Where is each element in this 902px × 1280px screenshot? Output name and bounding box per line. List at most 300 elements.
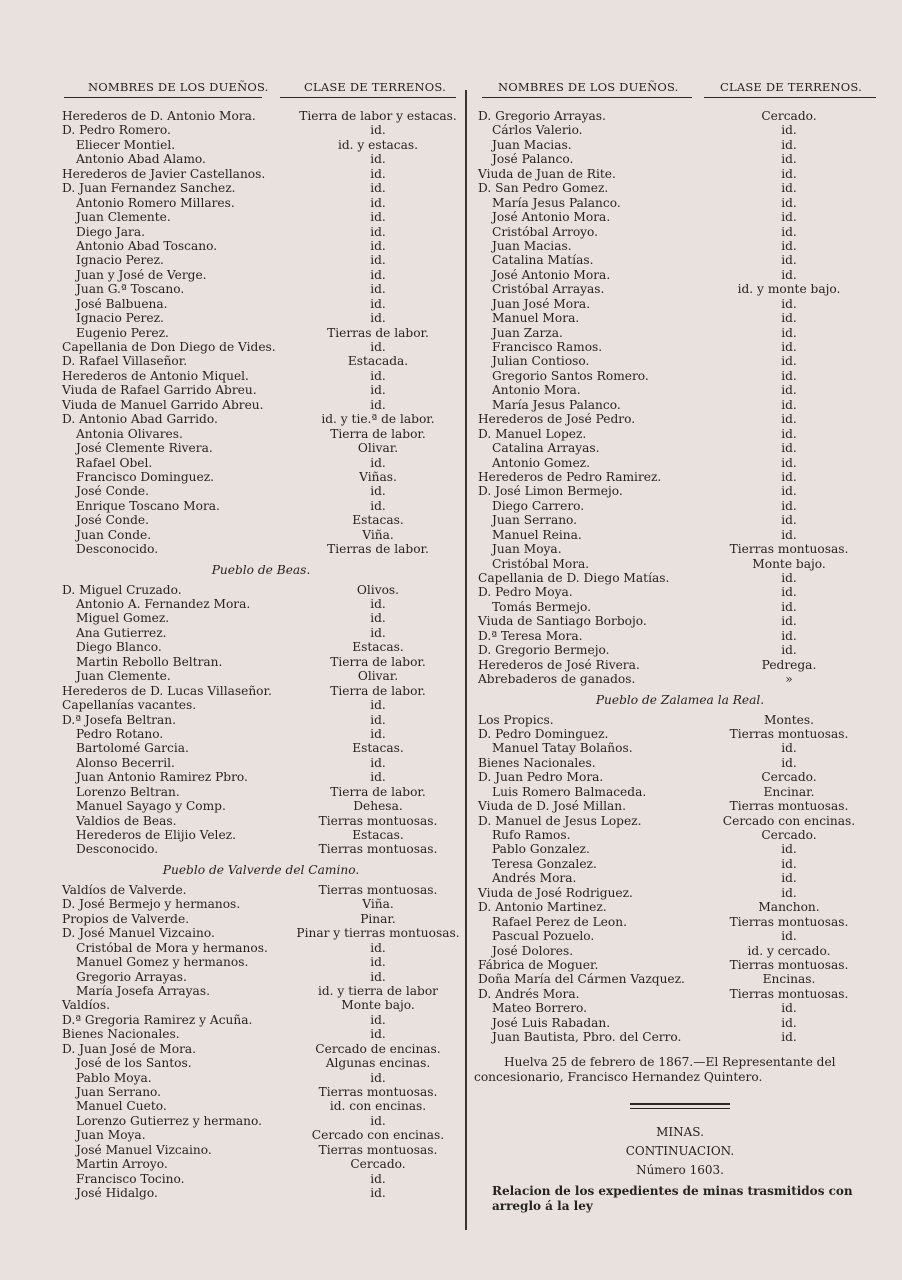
table-row bbox=[474, 542, 886, 556]
table-row bbox=[474, 210, 886, 224]
table-row bbox=[58, 196, 464, 210]
land-class: Estacas. bbox=[352, 513, 404, 528]
table-row bbox=[474, 441, 886, 455]
land-class: id. bbox=[781, 614, 797, 629]
owner-name: José Palanco. bbox=[492, 152, 574, 167]
table-row bbox=[474, 672, 886, 686]
land-class: id. bbox=[370, 484, 386, 499]
land-class: Estacada. bbox=[347, 354, 409, 369]
owner-name: D. Andrés Mora. bbox=[478, 986, 580, 1001]
owner-name: Juan José Mora. bbox=[492, 296, 591, 311]
table-row bbox=[58, 427, 464, 441]
owner-name: Manuel Tatay Bolaños. bbox=[492, 741, 633, 756]
land-class: id. y tierra de labor bbox=[317, 983, 439, 998]
left-header bbox=[58, 80, 464, 98]
signature-paragraph: Huelva 25 de febrero de 1867.—El Representante del concesionario, Francisco Hernandez Quintero. bbox=[474, 1055, 836, 1084]
table-row bbox=[58, 1071, 464, 1085]
land-class: id. bbox=[781, 455, 797, 470]
left-land-underline bbox=[280, 97, 456, 98]
table-row bbox=[474, 1030, 886, 1044]
owner-name: Cristóbal de Mora y hermanos. bbox=[76, 940, 268, 955]
land-class: id. bbox=[781, 929, 797, 944]
table-row bbox=[474, 1016, 886, 1030]
table-row bbox=[474, 282, 886, 296]
table-row bbox=[474, 557, 886, 571]
owner-name: Viuda de Santiago Borbojo. bbox=[478, 614, 647, 629]
table-row bbox=[474, 756, 886, 770]
table-row bbox=[58, 311, 464, 325]
owner-name: Los Propics. bbox=[478, 712, 554, 727]
land-class: id. bbox=[370, 455, 386, 470]
table-row bbox=[58, 441, 464, 455]
table-row bbox=[58, 626, 464, 640]
land-class: id. bbox=[781, 325, 797, 340]
owner-name: Herederos de Antonio Miquel. bbox=[62, 368, 249, 383]
owner-name: Lorenzo Gutierrez y hermano. bbox=[76, 1113, 263, 1128]
table-row bbox=[58, 412, 464, 426]
land-class: Pinar. bbox=[360, 911, 396, 926]
table-row bbox=[58, 1157, 464, 1171]
right-land-header: CLASE DE TERRENOS. bbox=[720, 80, 862, 94]
land-class: id. bbox=[370, 1171, 386, 1186]
column-divider bbox=[465, 90, 467, 1230]
owner-name: Herederos de Elijio Velez. bbox=[76, 828, 236, 842]
land-class: Cercado. bbox=[761, 109, 817, 123]
table-row bbox=[58, 297, 464, 311]
table-row bbox=[474, 958, 886, 972]
owner-name: María Jesus Palanco. bbox=[492, 195, 621, 210]
owner-name: Juan Bautista, Pbro. del Cerro. bbox=[492, 1030, 682, 1045]
land-class: id. bbox=[781, 210, 797, 225]
land-class: id. bbox=[370, 1113, 386, 1128]
land-class: id. bbox=[781, 238, 797, 253]
land-class: id. bbox=[781, 195, 797, 210]
owner-name: Pablo Gonzalez. bbox=[492, 842, 590, 857]
land-class: id. bbox=[781, 469, 797, 484]
table-row bbox=[58, 912, 464, 926]
land-class: Tierra de labor. bbox=[330, 683, 426, 698]
table-row bbox=[58, 669, 464, 683]
land-class: Manchon. bbox=[758, 900, 820, 915]
table-row bbox=[58, 181, 464, 195]
owner-name: Martin Arroyo. bbox=[76, 1157, 168, 1172]
land-class: id. bbox=[370, 296, 386, 311]
table-row bbox=[474, 1001, 886, 1015]
land-class: id. bbox=[781, 484, 797, 499]
table-row bbox=[474, 167, 886, 181]
table-row bbox=[474, 828, 886, 842]
table-row bbox=[474, 987, 886, 1001]
owner-name: Juan Conde. bbox=[76, 527, 152, 542]
table-row bbox=[474, 123, 886, 137]
table-row bbox=[58, 799, 464, 813]
land-class: id. bbox=[370, 625, 386, 640]
land-class: id. bbox=[781, 253, 797, 268]
table-row bbox=[58, 741, 464, 755]
table-row bbox=[58, 542, 464, 556]
table-row bbox=[474, 929, 886, 943]
table-row bbox=[58, 138, 464, 152]
left-owner-underline bbox=[64, 97, 262, 98]
owner-name: Capellania de D. Diego Matías. bbox=[478, 571, 670, 585]
owner-name: Lorenzo Beltran. bbox=[76, 784, 180, 799]
table-row bbox=[58, 1114, 464, 1128]
right-footer bbox=[474, 1049, 886, 1214]
table-row bbox=[58, 770, 464, 784]
table-row bbox=[58, 282, 464, 296]
owner-name: María Josefa Arrayas. bbox=[76, 983, 210, 998]
owner-name: D. Antonio Martinez. bbox=[478, 900, 607, 915]
owner-name: Rufo Ramos. bbox=[492, 828, 571, 842]
land-class: id. bbox=[370, 1027, 386, 1042]
table-row bbox=[474, 225, 886, 239]
owner-name: D. Miguel Cruzado. bbox=[62, 582, 182, 597]
table-row bbox=[474, 799, 886, 813]
land-class: id. y estacas. bbox=[337, 137, 419, 152]
table-row bbox=[474, 499, 886, 513]
table-row bbox=[474, 528, 886, 542]
table-row bbox=[58, 926, 464, 940]
land-class: id. bbox=[370, 969, 386, 984]
owner-name: Juan y José de Verge. bbox=[76, 267, 207, 282]
owner-name: D. José Manuel Vizcaino. bbox=[62, 926, 215, 941]
owner-name: D.ª Teresa Mora. bbox=[478, 628, 583, 643]
table-row bbox=[58, 640, 464, 654]
land-class: id. bbox=[781, 513, 797, 528]
owner-name: D.ª Josefa Beltran. bbox=[62, 712, 176, 727]
land-class: id. bbox=[781, 527, 797, 542]
table-row bbox=[58, 398, 464, 412]
land-class: id. bbox=[370, 166, 386, 181]
land-class: id. bbox=[370, 755, 386, 770]
table-row bbox=[474, 842, 886, 856]
table-row bbox=[58, 984, 464, 998]
table-row bbox=[474, 585, 886, 599]
table-row bbox=[474, 614, 886, 628]
owner-name: Bartolomé Garcia. bbox=[76, 741, 189, 756]
land-class: id. bbox=[781, 311, 797, 326]
table-row bbox=[58, 883, 464, 897]
table-row bbox=[474, 297, 886, 311]
land-class: id. bbox=[370, 368, 386, 383]
owner-name: Andrés Mora. bbox=[492, 871, 577, 886]
owner-name: D. Pedro Moya. bbox=[478, 585, 573, 600]
land-class: id. bbox=[781, 856, 797, 871]
owner-name: José Manuel Vizcaino. bbox=[76, 1142, 212, 1157]
owner-name: Gregorio Santos Romero. bbox=[492, 368, 649, 383]
land-class: id. bbox=[781, 628, 797, 643]
table-row bbox=[58, 698, 464, 712]
owner-name: D. Antonio Abad Garrido. bbox=[62, 412, 218, 427]
land-class: Pinar y tierras montuosas. bbox=[296, 926, 460, 941]
right-owner-header: NOMBRES DE LOS DUEÑOS. bbox=[498, 80, 679, 94]
land-class: Tierras montuosas. bbox=[729, 726, 849, 741]
table-row bbox=[474, 152, 886, 166]
land-class: Monte bajo. bbox=[341, 998, 415, 1013]
owner-name: Valdios de Beas. bbox=[76, 813, 177, 828]
land-class: Tierras de labor. bbox=[327, 325, 429, 340]
owner-name: Viuda de D. José Millan. bbox=[478, 799, 626, 814]
owner-name: Herederos de Javier Castellanos. bbox=[62, 166, 266, 181]
owner-name: Ana Gutierrez. bbox=[76, 625, 167, 640]
owner-name: Antonia Olivares. bbox=[76, 426, 183, 441]
land-class: id. bbox=[781, 296, 797, 311]
land-class: id. bbox=[781, 123, 797, 138]
table-row bbox=[474, 741, 886, 755]
owner-name: Herederos de José Pedro. bbox=[478, 412, 636, 427]
owner-name: Capellanías vacantes. bbox=[62, 698, 197, 713]
table-row bbox=[474, 600, 886, 614]
table-row bbox=[474, 427, 886, 441]
land-class: Tierras montuosas. bbox=[318, 813, 438, 828]
left-table bbox=[58, 109, 464, 1201]
owner-name: Francisco Dominguez. bbox=[76, 469, 214, 484]
table-row bbox=[474, 109, 886, 123]
land-class: id. bbox=[781, 267, 797, 282]
owner-name: Herederos de Pedro Ramirez. bbox=[478, 469, 662, 484]
table-row bbox=[474, 915, 886, 929]
land-class: id. bbox=[781, 181, 797, 196]
land-class: Tierras montuosas. bbox=[729, 986, 849, 1001]
owner-name: Ignacio Perez. bbox=[76, 311, 164, 326]
table-row bbox=[474, 484, 886, 498]
owner-name: D. Gregorio Arrayas. bbox=[478, 109, 606, 123]
owner-name: Manuel Gomez y hermanos. bbox=[76, 955, 249, 970]
land-class: Olivar. bbox=[357, 441, 399, 456]
owner-name: Juan G.ª Toscano. bbox=[76, 282, 185, 297]
land-class: id. bbox=[370, 383, 386, 398]
land-class: id. bbox=[781, 755, 797, 770]
table-row bbox=[474, 871, 886, 885]
table-row bbox=[58, 713, 464, 727]
owner-name: Antonio Romero Millares. bbox=[76, 195, 235, 210]
owner-name: D. Manuel Lopez. bbox=[478, 426, 587, 441]
owner-name: Juan Serrano. bbox=[76, 1085, 162, 1099]
table-row bbox=[474, 268, 886, 282]
owner-name: Abrebaderos de ganados. bbox=[478, 672, 636, 687]
owner-name: Pablo Moya. bbox=[76, 1070, 152, 1085]
owner-name: D. José Limon Bermejo. bbox=[478, 484, 623, 499]
land-class: id. bbox=[370, 282, 386, 297]
section-heading: Pueblo de Valverde del Camino. bbox=[162, 862, 360, 877]
left-owner-header: NOMBRES DE LOS DUEÑOS. bbox=[88, 80, 269, 94]
land-class: Tierra de labor. bbox=[330, 426, 426, 441]
land-class: id. y tie.ª de labor. bbox=[321, 412, 435, 427]
minas-title: MINAS. bbox=[656, 1125, 704, 1139]
owner-name: Gregorio Arrayas. bbox=[76, 969, 187, 984]
owner-name: Diego Jara. bbox=[76, 224, 146, 239]
minas-block bbox=[474, 1123, 886, 1180]
land-class: Cercado. bbox=[761, 828, 817, 842]
owner-name: Fábrica de Moguer. bbox=[478, 957, 599, 972]
table-row bbox=[58, 1128, 464, 1142]
land-class: id. bbox=[370, 1186, 386, 1201]
land-class: Tierra de labor y estacas. bbox=[299, 109, 457, 123]
owner-name: Viuda de Juan de Rite. bbox=[478, 166, 616, 181]
table-row bbox=[474, 629, 886, 643]
land-class: id. bbox=[370, 611, 386, 626]
owner-name: Manuel Cueto. bbox=[76, 1099, 167, 1114]
table-row bbox=[58, 1099, 464, 1113]
table-row bbox=[58, 268, 464, 282]
land-class: Olivar. bbox=[357, 669, 399, 684]
owner-name: Juan Moya. bbox=[492, 542, 562, 557]
owner-name: Juan Serrano. bbox=[492, 513, 578, 528]
right-owner-underline bbox=[482, 97, 692, 98]
table-row bbox=[474, 470, 886, 484]
land-class: id. bbox=[781, 1001, 797, 1016]
owner-name: D. San Pedro Gomez. bbox=[478, 181, 609, 196]
land-class: Pedrega. bbox=[761, 657, 817, 672]
owner-name: D. Juan José de Mora. bbox=[62, 1041, 197, 1056]
land-class: Tierra de labor. bbox=[330, 654, 426, 669]
table-row bbox=[58, 955, 464, 969]
minas-relation: Relacion de los expedientes de minas trasmitidos con arreglo á la ley bbox=[492, 1184, 853, 1213]
owner-name: D. Gregorio Bermejo. bbox=[478, 643, 610, 658]
owner-name: Julian Contioso. bbox=[492, 354, 590, 369]
table-row bbox=[58, 109, 464, 123]
land-class: id. bbox=[781, 585, 797, 600]
table-row bbox=[58, 354, 464, 368]
table-row bbox=[474, 643, 886, 657]
table-row bbox=[58, 756, 464, 770]
owner-name: Antonio Abad Alamo. bbox=[76, 152, 206, 167]
table-row bbox=[474, 239, 886, 253]
land-class: id. bbox=[370, 698, 386, 713]
table-row bbox=[58, 499, 464, 513]
table-row bbox=[474, 326, 886, 340]
land-class: Cercado. bbox=[761, 770, 817, 785]
owner-name: José Balbuena. bbox=[76, 296, 168, 311]
table-row bbox=[58, 528, 464, 542]
owner-name: Francisco Ramos. bbox=[492, 340, 603, 354]
land-class: id. bbox=[781, 354, 797, 369]
land-class: id. bbox=[370, 195, 386, 210]
table-row bbox=[58, 340, 464, 354]
owner-name: Juan Antonio Ramirez Pbro. bbox=[76, 770, 248, 785]
table-row bbox=[58, 1172, 464, 1186]
owner-name: Valdíos de Valverde. bbox=[62, 882, 187, 897]
left-land-header: CLASE DE TERRENOS. bbox=[304, 80, 446, 94]
land-class: id. bbox=[781, 741, 797, 756]
owner-name: Herederos de José Rivera. bbox=[478, 657, 640, 672]
separator-rule bbox=[630, 1103, 730, 1109]
table-row bbox=[474, 196, 886, 210]
owner-name: Capellania de Don Diego de Vides. bbox=[62, 340, 276, 354]
table-row bbox=[474, 857, 886, 871]
table-row bbox=[58, 1027, 464, 1041]
land-class: Dehesa. bbox=[353, 799, 403, 814]
table-row bbox=[474, 340, 886, 354]
table-row bbox=[58, 225, 464, 239]
land-class: id. bbox=[781, 871, 797, 886]
land-class: id. bbox=[781, 1030, 797, 1045]
table-row bbox=[58, 727, 464, 741]
table-row bbox=[58, 456, 464, 470]
land-class: id. bbox=[370, 224, 386, 239]
table-row bbox=[474, 886, 886, 900]
table-row bbox=[58, 897, 464, 911]
land-class: id. bbox=[370, 712, 386, 727]
land-class: id. bbox=[370, 498, 386, 513]
land-class: id. bbox=[781, 152, 797, 167]
land-class: id. bbox=[370, 1012, 386, 1027]
table-row bbox=[474, 727, 886, 741]
owner-name: Manuel Reina. bbox=[492, 527, 582, 542]
owner-name: Desconocido. bbox=[76, 842, 159, 857]
table-row bbox=[58, 611, 464, 625]
land-class: id. bbox=[370, 267, 386, 282]
table-row bbox=[474, 354, 886, 368]
owner-name: Desconocido. bbox=[76, 542, 159, 557]
land-class: Tierras montuosas. bbox=[729, 542, 849, 557]
land-class: id. bbox=[370, 253, 386, 268]
owner-name: José Conde. bbox=[76, 484, 149, 499]
table-row bbox=[58, 123, 464, 137]
table-row bbox=[58, 1085, 464, 1099]
land-class: » bbox=[785, 672, 793, 687]
land-class: id. bbox=[370, 1070, 386, 1085]
land-class: id. bbox=[781, 643, 797, 658]
land-class: Encinas. bbox=[762, 972, 816, 987]
owner-name: José Antonio Mora. bbox=[492, 210, 611, 225]
land-class: id. bbox=[370, 311, 386, 326]
table-row bbox=[474, 713, 886, 727]
land-class: Tierras montuosas. bbox=[318, 1085, 438, 1099]
land-class: Algunas encinas. bbox=[325, 1056, 431, 1071]
owner-name: Herederos de D. Lucas Villaseñor. bbox=[62, 683, 272, 698]
land-class: id. bbox=[370, 340, 386, 354]
land-class: id. bbox=[781, 137, 797, 152]
land-class: Montes. bbox=[764, 712, 814, 727]
table-row bbox=[58, 167, 464, 181]
land-class: id. bbox=[781, 498, 797, 513]
table-row bbox=[58, 369, 464, 383]
owner-name: Pedro Rotano. bbox=[76, 726, 164, 741]
owner-name: Valdíos. bbox=[62, 998, 111, 1013]
owner-name: Diego Blanco. bbox=[76, 640, 162, 655]
right-land-underline bbox=[704, 97, 876, 98]
land-class: Tierra de labor. bbox=[330, 784, 426, 799]
table-row bbox=[58, 828, 464, 842]
minas-number: Número 1603. bbox=[636, 1163, 724, 1177]
land-class: id. y cercado. bbox=[747, 943, 831, 958]
owner-name: Mateo Borrero. bbox=[492, 1001, 588, 1016]
land-class: Tierras montuosas. bbox=[318, 1142, 438, 1157]
owner-name: Manuel Sayago y Comp. bbox=[76, 799, 226, 814]
owner-name: Bienes Nacionales. bbox=[478, 755, 596, 770]
land-class: id. bbox=[370, 770, 386, 785]
owner-name: D. Rafael Villaseñor. bbox=[62, 354, 188, 369]
land-class: id. bbox=[370, 123, 386, 138]
table-row bbox=[58, 470, 464, 484]
land-class: Tierras montuosas. bbox=[729, 799, 849, 814]
owner-name: Cristóbal Arroyo. bbox=[492, 224, 599, 239]
owner-name: Eugenio Perez. bbox=[76, 325, 169, 340]
owner-name: Pascual Pozuelo. bbox=[492, 929, 595, 944]
land-class: id. bbox=[781, 426, 797, 441]
owner-name: D. Pedro Romero. bbox=[62, 123, 171, 138]
land-class: id. bbox=[370, 238, 386, 253]
table-row bbox=[474, 311, 886, 325]
land-class: id. bbox=[781, 383, 797, 398]
owner-name: Francisco Tocino. bbox=[76, 1171, 185, 1186]
land-class: Viña. bbox=[362, 897, 394, 912]
table-row bbox=[58, 970, 464, 984]
table-row bbox=[58, 484, 464, 498]
land-class: Encinar. bbox=[763, 784, 815, 799]
land-class: Cercado. bbox=[350, 1157, 406, 1172]
